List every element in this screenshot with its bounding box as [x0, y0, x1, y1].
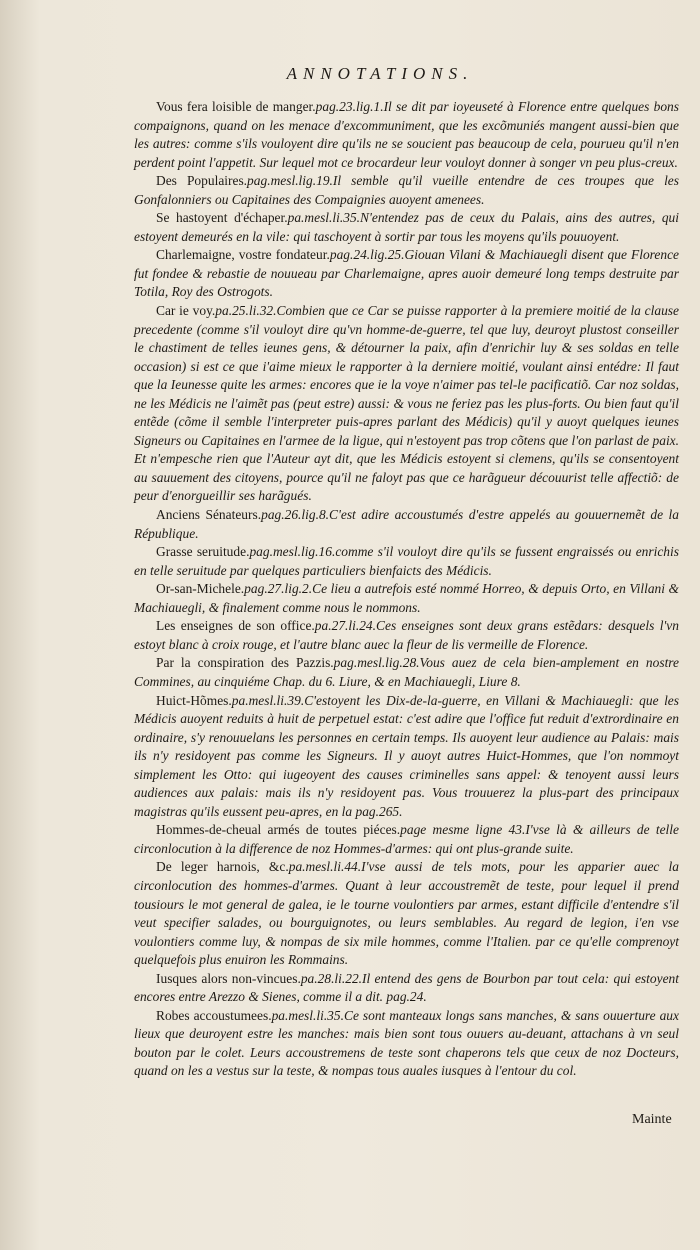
annotation-paragraph: [134, 617, 679, 654]
annotation-note: Ces enseignes sont deux grans estẽdars: desquels l'vn estoyt blanc à croix rouge, et l'autre blanc auec la fleur de lis vermeille de Florence.: [134, 618, 679, 652]
annotation-paragraph: [134, 1007, 679, 1081]
annotation-paragraph: [134, 821, 679, 858]
annotation-note: Giouan Vilani & Machiauegli disent que Florence fut fondee & rebastie de nouueau par Charlemaigne, apres auoir demeuré long temps destruite par Totila, Roy des Ostrogots.: [134, 247, 680, 300]
annotation-paragraph: [134, 302, 679, 506]
lemma: Des Populaires.: [156, 173, 248, 189]
annotation-note: Combien que ce Car se puisse rapporter à la premiere moitié de la clause precedente (comme s'il vouloyt dire qu'vn homme-de-guerre, tel que luy, deuroyt plustost conseiller le chastiment de telles ieunes gens, & détourner la paix, afin d'enrichir luy & ses soldas en telle occasion) si est ce que i'aime mieux le rapporter à la derniere moitié, voulant ainsi entédre: Il faut que la Ieunesse quite les armes: encores que ie la voye n'aimer pas tel-le pacificatiõ. Car noz soldas, ne les Médicis ne l'aimẽt pas (peut estre) aussi: & vous ne feriez pas les plus-forts. Ou bien faut qu'il entẽde (cõme il semble l'interpreter puis-apres parlant des Médicis) qu'il y auoyt quelques ieunes Signeurs ou Capitaines en l'armee de la ligue, qui n'estoyent pas trop cõtens que l'on parlast de paix. Et n'empesche rien que l'Auteur ayt dit, que les Médicis estoyent si clemens, qu'ils se consentoyent au sauuement des citoyens, pource qu'il ne faloyt pas que ce harãgueur découurist telle affectiõ: de peur d'enorgueillir ses harãgués.: [134, 303, 679, 504]
annotation-note: Il entend des gens de Bourbon par tout cela: qui estoyent encores entre Arezzo & Sienes, comme il a dit. pag.24.: [134, 970, 679, 1005]
annotations-body: [134, 98, 679, 1081]
annotation-note: C'estoyent les Dix-de-la-guerre, en Villani & Machiauegli: que les Médicis auoyent reduits à huit de perpetuel estat: c'est adire que l'office fut reduit d'extrordinaire en ordinaire, s'y renouuelans les personnes en certain temps. Ils auoyent leur audience au Palais: mais ils n'y residoyent pas comme les Signeurs. Il y auoyt autres Huict-Hommes, que l'on nommoyt simplement les Otto: qui iugeoyent des causes criminelles sans appel: & tenoyent aussi leurs audiences aux palais: mais ils n'y residoyent pas. Vous trouuerez la plus-part des principaux magistras qu'ils eussent peu-apres, en la pag.265.: [134, 692, 679, 819]
annotation-paragraph: [134, 209, 679, 246]
annotation-paragraph: [134, 246, 679, 302]
lemma: Les enseignes de son office.: [156, 618, 315, 634]
page-line-reference: pag.mesl.lig.19.: [247, 173, 333, 189]
annotation-paragraph: [134, 543, 679, 580]
annotation-note: Il se dit par ioyeuseté à Florence entre quelques bons compaignons, quand on les menace d'excommuniment, que les excõmuniés mangent aussi-bien que les autres: comme s'ils vouloyent dire qu'ils ne se soucient pas beaucoup de cela, pourueu qu'il n'en perdent point l'appetit. Sur lequel mot ce brocardeur leur vouloyt donner à songer vn peu plus-creux.: [134, 99, 679, 170]
running-head: ANNOTATIONS.: [286, 64, 474, 83]
lemma: De leger harnois, &c.: [156, 859, 289, 875]
annotation-paragraph: [134, 98, 679, 172]
page-line-reference: pag.24.lig.25.: [329, 247, 405, 263]
lemma: Iusques alors non-vincues.: [156, 970, 301, 986]
annotation-paragraph: [134, 580, 679, 617]
lemma: Se hastoyent d'échaper.: [156, 210, 288, 226]
lemma: Robes accoustumees.: [156, 1007, 272, 1023]
lemma: Par la conspiration des Pazzis.: [156, 655, 334, 671]
page-line-reference: pa.27.li.24.: [314, 618, 377, 634]
page-line-reference: pag.mesl.lig.28.: [333, 655, 420, 671]
lemma: Anciens Sénateurs.: [156, 507, 262, 523]
annotation-note: Ce lieu a autrefois esté nommé Horreo, & depuis Orto, en Villani & Machiauegli, & finalement comme nous le nommons.: [134, 581, 679, 615]
lemma: Charlemaigne, vostre fondateur.: [156, 247, 330, 263]
annotation-note: Vous auez de cela bien-amplement en nostre Commines, au cinquiéme Chap. du 6. Liure, & en Machiauegli, Liure 8.: [134, 655, 679, 689]
annotation-note: I'vse aussi de tels mots, pour les apparier auec la circonlocution des hommes-d'armes. Quant à leur accoustremẽt de teste, pour lequel il prend tousiours le mot general de galea, ie le tourne voulontiers par armes, estant difficile d'entendre s'il veut specifier salades, ou bourguignotes, ou leurs semblables. Au regard de legion, i'en vse voulontiers comme luy, & nompas de six mile hommes, comme l'Italien. par ce qu'elle comprenoyt quelquefois plus enuiron les Rommains.: [134, 859, 680, 968]
catchword: Mainte: [632, 1112, 672, 1127]
annotation-paragraph: [134, 970, 679, 1007]
annotation-paragraph: [134, 654, 679, 691]
lemma: Grasse seruitude.: [156, 544, 250, 560]
annotation-paragraph: [134, 692, 679, 822]
page-line-reference: pa.mesl.li.35.: [287, 210, 361, 226]
annotation-note: N'entendez pas de ceux du Palais, ains des autres, qui estoyent demeurés en la vile: qui taschoyent à sortir par tous les moyens qu'ils pouuoyent.: [134, 210, 680, 244]
page-line-reference: pag.27.lig.2.: [244, 581, 313, 597]
page-line-reference: pag.26.lig.8.: [261, 507, 330, 523]
annotation-note: comme s'il vouloyt dire qu'ils se fussent engraissés ou enrichis en telle seruitude par quelques particuliers bienfaicts des Médicis.: [134, 544, 679, 578]
annotation-paragraph: [134, 172, 679, 209]
lemma: Vous fera loisible de manger.: [156, 99, 316, 114]
lemma: Car ie voy.: [156, 303, 216, 319]
page-line-reference: pag.23.lig.1.: [315, 99, 384, 114]
page-line-reference: page mesme ligne 43.: [400, 822, 526, 838]
page-line-reference: pa.25.li.32.: [215, 303, 277, 319]
annotation-note: Ce sont manteaux longs sans manches, & sans ouuerture aux lieux que deuroyent estre les manches: mais bien sont tous ouuers au-deuant, attachans à vn seul bouton par le colet. Leurs accoustremens de teste sont chaperons tels que ceux de noz Docteurs, quand on les a vestus sur la teste, & nompas tous auales iusques à l'entour du col.: [134, 1007, 679, 1079]
lemma: Hommes-de-cheual armés de toutes piéces.: [156, 822, 401, 838]
page-line-reference: pa.mesl.li.35.: [271, 1007, 344, 1023]
lemma: Huict-Hõmes.: [156, 692, 232, 708]
page-line-reference: pa.28.li.22.: [300, 970, 363, 986]
annotation-note: Il semble qu'il vueille entendre de ces troupes que les Gonfalonniers ou Capitaines des Compaignies auoyent amenees.: [134, 173, 679, 207]
annotation-paragraph: [134, 858, 679, 969]
page-line-reference: pa.mesl.li.44.: [288, 859, 362, 875]
annotation-paragraph: [134, 506, 679, 543]
page-line-reference: pa.mesl.li.39.: [231, 692, 305, 708]
annotation-note: I'vse là & ailleurs de telle circonlocution à la difference de noz Hommes-d'armes: qui ont plus-grande suite.: [134, 822, 679, 856]
lemma: Or-san-Michele.: [156, 581, 245, 597]
annotation-note: C'est adire accoustumés d'estre appelés au gouuernemẽt de la République.: [134, 507, 679, 541]
page-line-reference: pag.mesl.lig.16.: [249, 544, 336, 560]
